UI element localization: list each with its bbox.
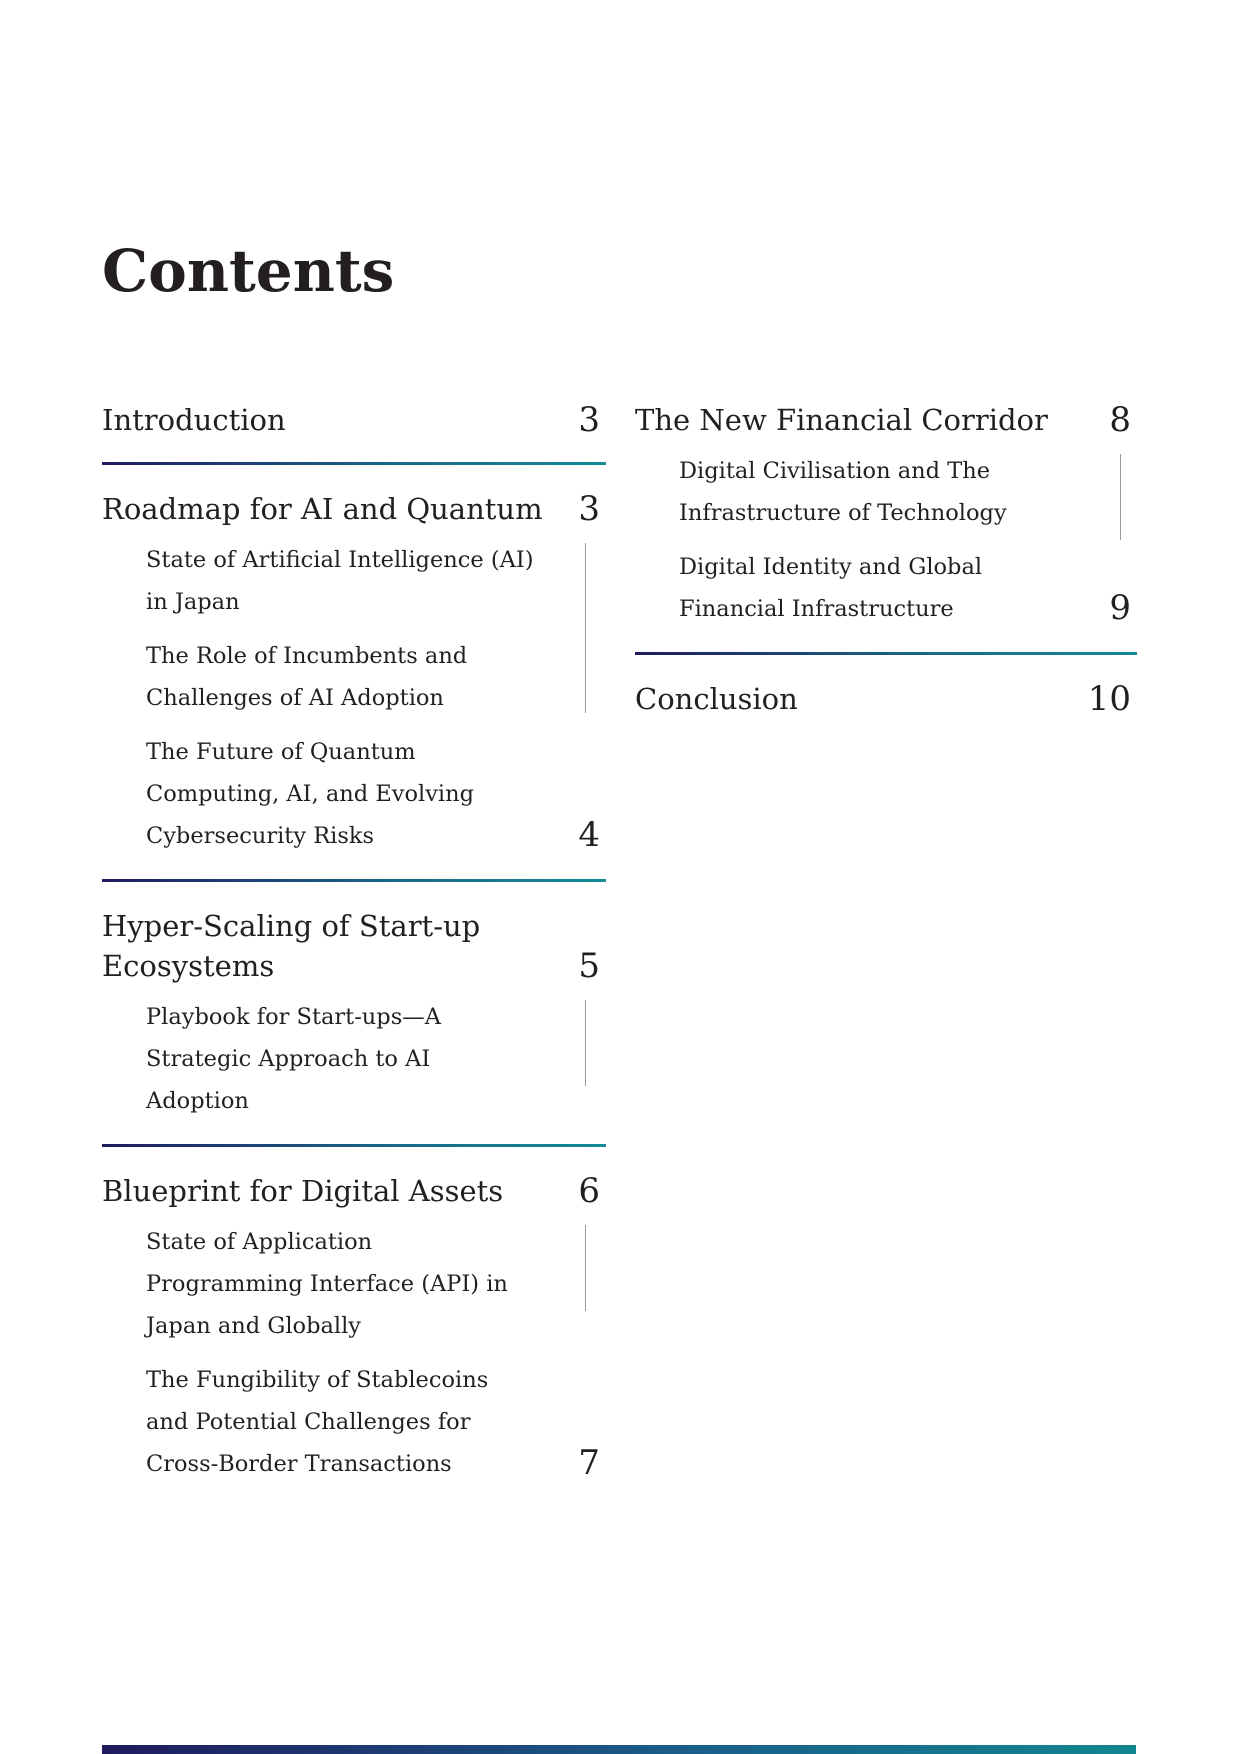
toc-section-introduction[interactable] xyxy=(102,400,606,440)
toc-section-title[interactable]: Conclusion xyxy=(635,682,798,716)
toc-section-title[interactable]: The New Financial Corridor xyxy=(635,403,1048,437)
toc-right-column xyxy=(635,400,1137,719)
section-divider xyxy=(635,652,1137,655)
toc-page-number: 5 xyxy=(578,946,600,986)
toc-section-conclusion[interactable] xyxy=(635,679,1137,719)
toc-section-title[interactable]: Blueprint for Digital Assets xyxy=(102,1174,504,1208)
toc-section-hyper-scaling[interactable] xyxy=(102,906,606,1122)
toc-subsection-list xyxy=(102,1221,606,1485)
toc-page-number: 3 xyxy=(578,489,600,529)
toc-subsection-title[interactable]: The Future of Quantum Computing, AI, and Evolving Cybersecurity Risks xyxy=(146,739,475,849)
toc-section-roadmap[interactable] xyxy=(102,489,606,857)
toc-section-title[interactable]: Roadmap for AI and Quantum xyxy=(102,492,543,526)
toc-subsection-list xyxy=(635,450,1137,630)
section-divider xyxy=(102,879,606,882)
toc-page-number: 8 xyxy=(1109,400,1131,440)
toc-section-blueprint[interactable] xyxy=(102,1171,606,1485)
toc-page-number: 3 xyxy=(578,400,600,440)
toc-subsection[interactable] xyxy=(146,731,606,857)
toc-subsection-title[interactable]: Digital Identity and Global Financial Infrastructure xyxy=(679,554,983,622)
toc-page-number: 9 xyxy=(1109,588,1131,628)
toc-page-number: 10 xyxy=(1087,679,1131,719)
toc-subsection-title[interactable]: State of Application Programming Interface (API) in Japan and Globally xyxy=(146,1229,508,1339)
toc-subsection-title[interactable]: Playbook for Start-ups—A Strategic Approach to AI Adoption xyxy=(146,1004,441,1114)
toc-subsection[interactable] xyxy=(146,1221,606,1347)
toc-subsection-title[interactable]: State of Artificial Intelligence (AI) in Japan xyxy=(146,547,534,615)
toc-subsection-title[interactable]: The Role of Incumbents and Challenges of AI Adoption xyxy=(146,643,468,711)
toc-subsection-list xyxy=(102,539,606,857)
toc-section-title[interactable]: Hyper-Scaling of Start-up Ecosystems xyxy=(102,909,481,983)
toc-page-number: 7 xyxy=(578,1443,600,1483)
toc-left-column xyxy=(102,400,606,1497)
toc-subsection[interactable] xyxy=(146,1359,606,1485)
footer-gradient-bar xyxy=(102,1745,1136,1754)
toc-subsection[interactable] xyxy=(679,546,1137,630)
toc-subsection[interactable] xyxy=(146,635,606,719)
section-divider xyxy=(102,462,606,465)
toc-subsection[interactable] xyxy=(146,996,606,1122)
toc-section-title[interactable]: Introduction xyxy=(102,403,286,437)
toc-subsection-title[interactable]: The Fungibility of Stablecoins and Potential Challenges for Cross-Border Transactions xyxy=(146,1367,489,1477)
section-divider xyxy=(102,1144,606,1147)
toc-page-number: 4 xyxy=(578,815,600,855)
toc-subsection-list xyxy=(102,996,606,1122)
page-title: Contents xyxy=(102,237,395,305)
toc-page-number: 6 xyxy=(578,1171,600,1211)
toc-subsection[interactable] xyxy=(679,450,1137,534)
toc-subsection-title[interactable]: Digital Civilisation and The Infrastructure of Technology xyxy=(679,458,1007,526)
toc-subsection[interactable] xyxy=(146,539,606,623)
toc-section-financial-corridor[interactable] xyxy=(635,400,1137,630)
